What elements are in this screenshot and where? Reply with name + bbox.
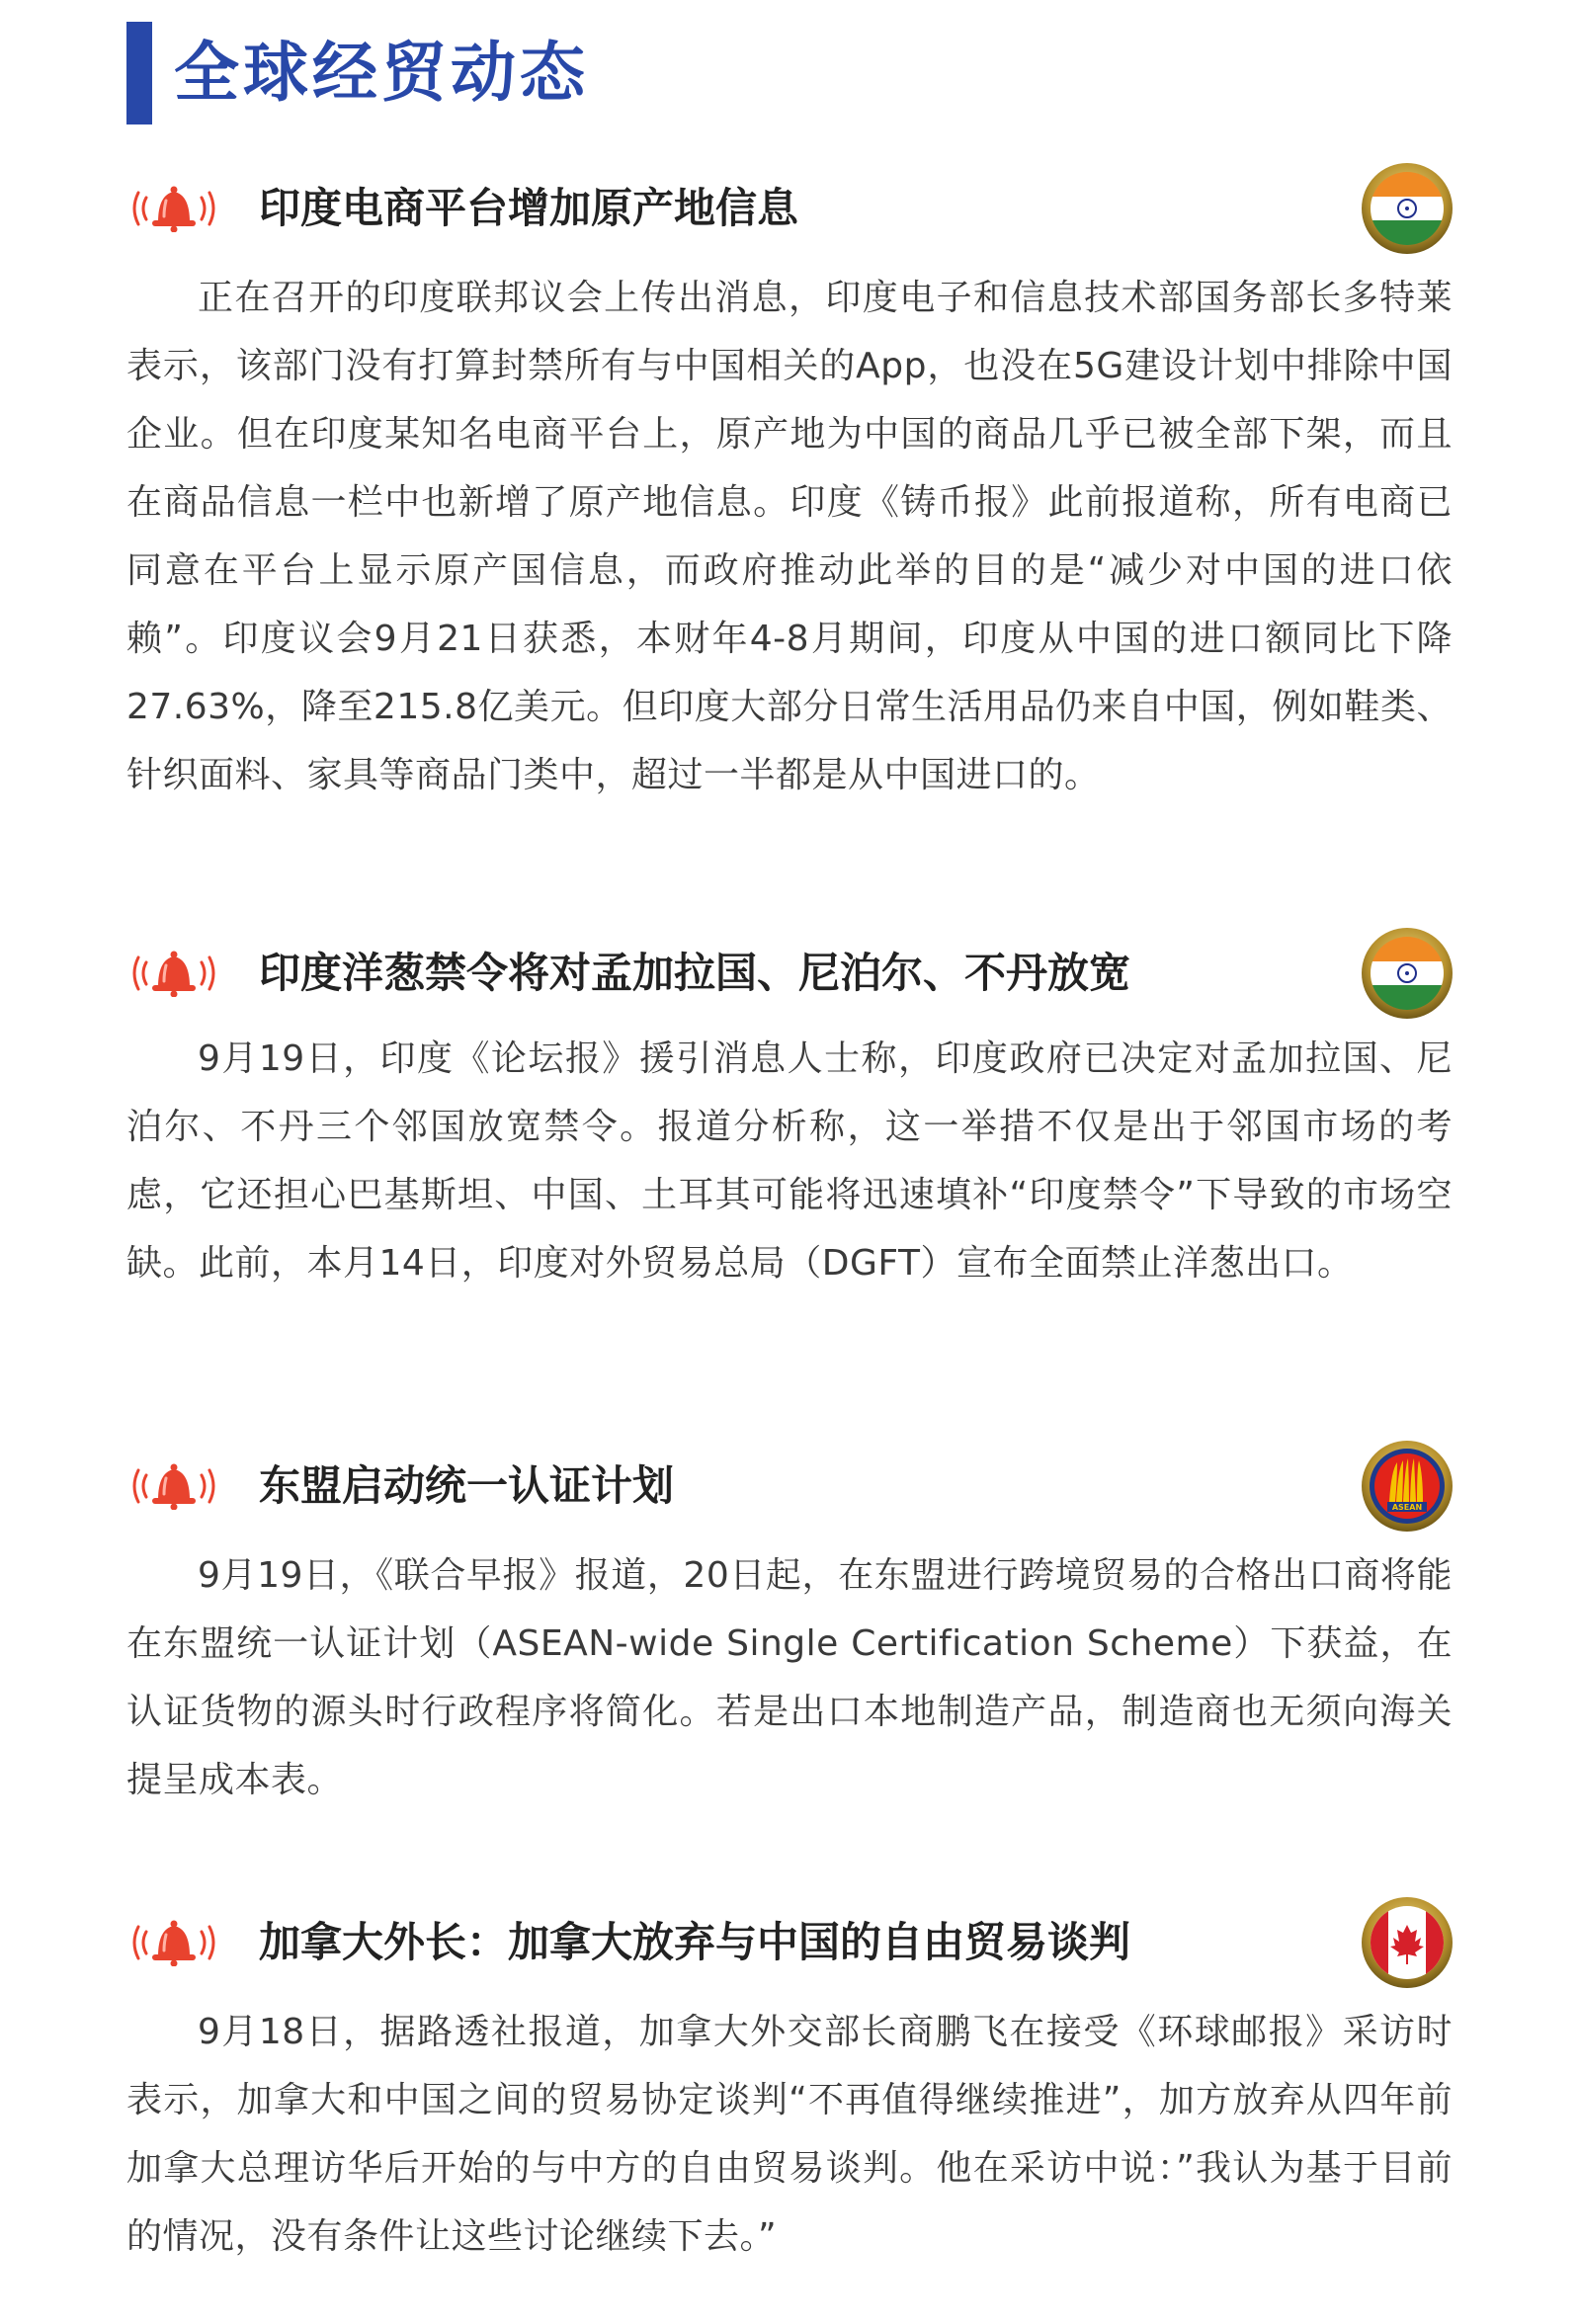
news-section-india-onion xyxy=(126,928,1453,1297)
section-body: 9月19日，《联合早报》报道，20日起，在东盟进行跨境贸易的合格出口商将能在东盟统一认证计划（ASEAN-wide Single Certification Scheme）下获益，在认证货物的源头时行政程序将简化。若是出口本地制造产品，制造商也无须向海关提呈成本表。 xyxy=(126,1555,1453,1800)
bell-icon xyxy=(126,1462,221,1510)
section-title: 东盟启动统一认证计划 xyxy=(259,1461,675,1510)
section-header xyxy=(126,928,1453,1023)
section-body: 正在召开的印度联邦议会上传出消息，印度电子和信息技术部国务部长多特莱表示，该部门没有打算封禁所有与中国相关的App，也没在5G建设计划中排除中国企业。但在印度某知名电商平台上，原产地为中国的商品几乎已被全部下架，而且在商品信息一栏中也新增了原产地信息。印度《铸币报》此前报道称，所有电商已同意在平台上显示原产国信息，而政府推动此举的目的是“减少对中国的进口依赖”。印度议会9月21日获悉，本财年4-8月期间，印度从中国的进口额同比下降27.63%，降至215.8亿美元。但印度大部分日常生活用品仍来自中国，例如鞋类、针织面料、家具等商品门类中，超过一半都是从中国进口的。 xyxy=(126,278,1453,795)
news-section-asean xyxy=(126,1441,1453,1814)
title-accent-bar xyxy=(126,22,152,124)
section-title: 加拿大外长：加拿大放弃与中国的自由贸易谈判 xyxy=(259,1918,1131,1966)
section-header xyxy=(126,1441,1453,1536)
india-flag-icon xyxy=(1362,163,1453,254)
section-body: 9月19日，印度《论坛报》援引消息人士称，印度政府已决定对孟加拉国、尼泊尔、不丹三个邻国放宽禁令。报道分析称，这一举措不仅是出于邻国市场的考虑，它还担心巴基斯坦、中国、土耳其可能将迅速填补“印度禁令”下导致的市场空缺。此前，本月14日，印度对外贸易总局（DGFT）宣布全面禁止洋葱出口。 xyxy=(126,1038,1453,1284)
canada-flag-icon xyxy=(1362,1897,1453,1988)
page-header xyxy=(126,22,589,124)
asean-logo-icon xyxy=(1362,1441,1453,1532)
section-header xyxy=(126,163,1453,258)
india-flag-icon xyxy=(1362,928,1453,1019)
bell-icon xyxy=(126,185,221,232)
asean-logo-text: ASEAN xyxy=(1391,1503,1423,1512)
bell-icon xyxy=(126,950,221,997)
section-title: 印度洋葱禁令将对孟加拉国、尼泊尔、不丹放宽 xyxy=(259,949,1131,997)
news-section-india-ecommerce xyxy=(126,163,1453,809)
bell-icon xyxy=(126,1919,221,1966)
page-title: 全球经贸动态 xyxy=(174,35,589,111)
news-section-canada xyxy=(126,1897,1453,2271)
section-body: 9月18日，据路透社报道，加拿大外交部长商鹏飞在接受《环球邮报》采访时表示，加拿大和中国之间的贸易协定谈判“不再值得继续推进”，加方放弃从四年前加拿大总理访华后开始的与中方的自由贸易谈判。他在采访中说：”我认为基于目前的情况，没有条件让这些讨论继续下去。” xyxy=(126,2012,1453,2257)
section-title: 印度电商平台增加原产地信息 xyxy=(259,184,799,232)
section-header xyxy=(126,1897,1453,1992)
